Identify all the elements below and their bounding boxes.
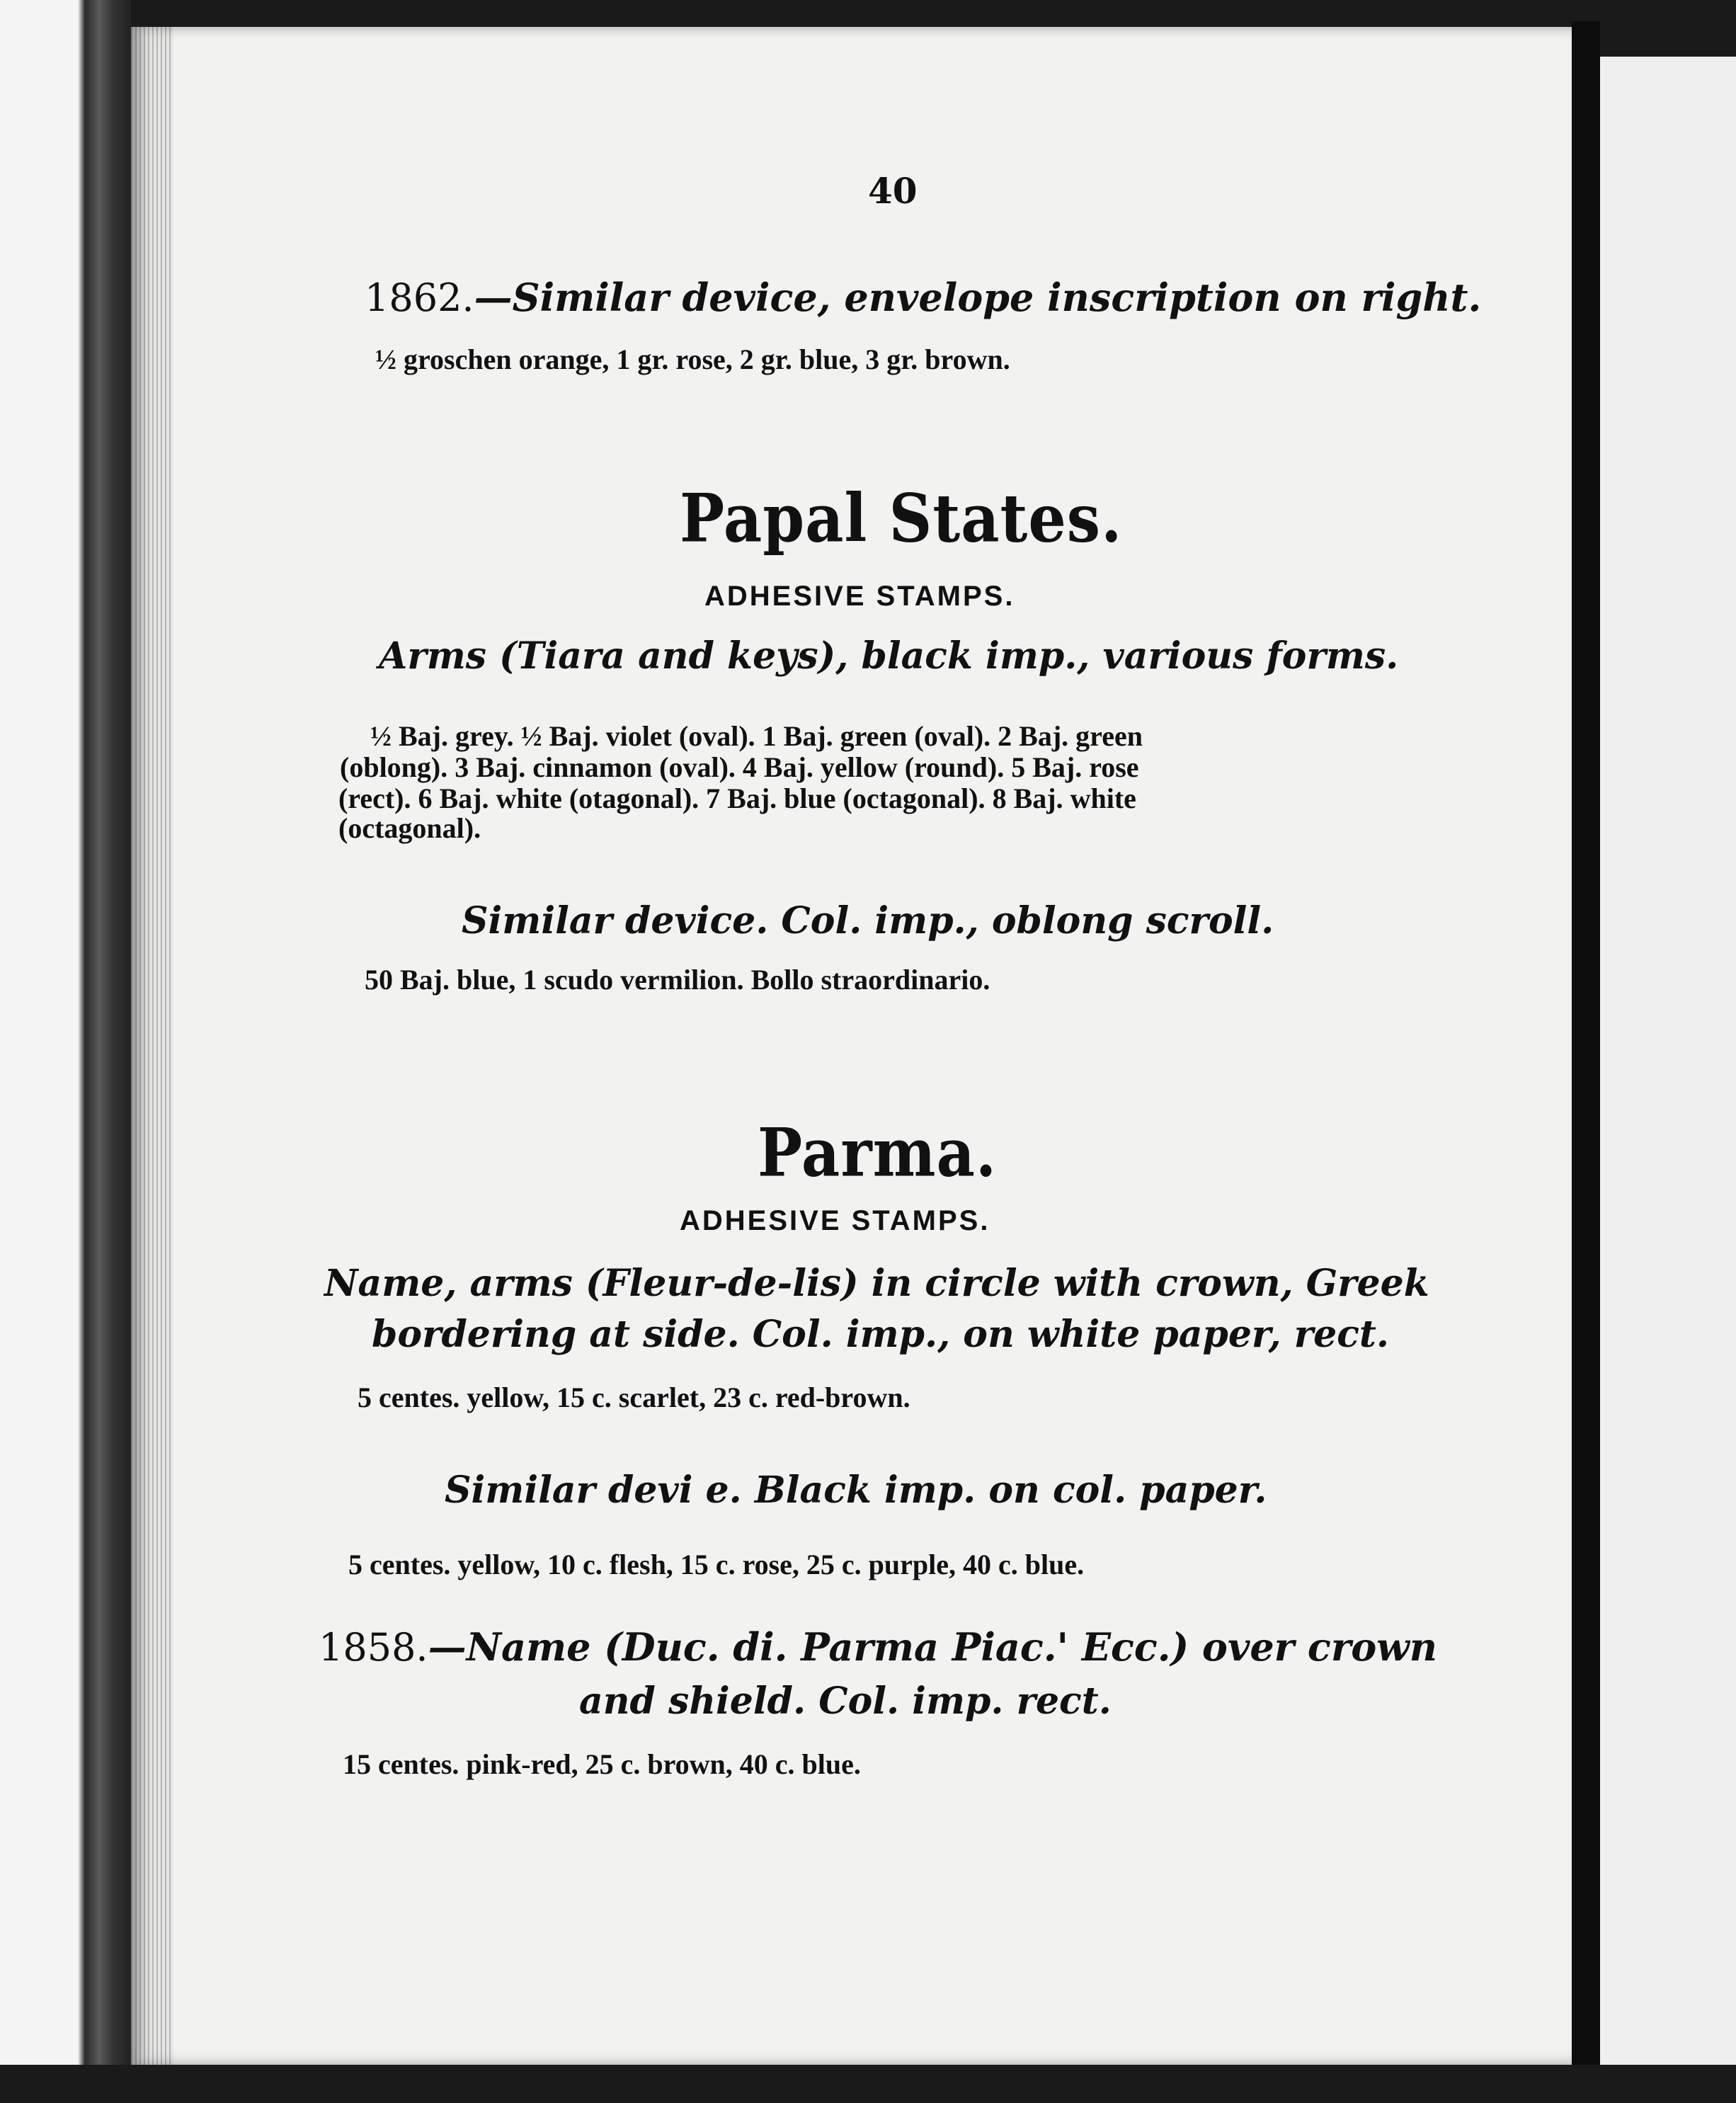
papal-arms-heading: Arms (Tiara and keys), black imp., various forms. <box>379 634 1399 678</box>
parma-name-values: 5 centes. yellow, 15 c. scarlet, 23 c. red-brown. <box>358 1381 910 1413</box>
papal-arms-line-2: (oblong). 3 Baj. cinnamon (oval). 4 Baj. yellow (round). 5 Baj. rose <box>340 751 1139 783</box>
entry-1858-year: 1858. <box>319 1625 428 1670</box>
papal-similar-values: 50 Baj. blue, 1 scudo vermilion. Bollo straordinario. <box>365 964 990 996</box>
parma-name-heading-line-2: bordering at side. Col. imp., on white paper, rect. <box>372 1313 1389 1356</box>
parma-name-heading-line-1: Name, arms (Fleur-de-lis) in circle with crown, Greek <box>324 1262 1429 1305</box>
papal-states-title: Papal States. <box>680 479 1123 557</box>
parma-similar-heading: Similar devi e. Black imp. on col. paper. <box>445 1469 1267 1512</box>
page-number: 40 <box>868 170 918 212</box>
entry-1858-values: 15 centes. pink-red, 25 c. brown, 40 c. blue. <box>343 1748 861 1780</box>
entry-1862-year: 1862. <box>365 275 474 320</box>
adjacent-page <box>1600 57 1736 2068</box>
papal-states-section: ADHESIVE STAMPS. <box>704 581 1015 612</box>
papal-arms-line-1: ½ Baj. grey. ½ Baj. violet (oval). 1 Baj. green (oval). 2 Baj. green <box>370 720 1143 752</box>
entry-1862-desc: —Similar device, envelope inscription on right. <box>474 275 1482 320</box>
parma-title: Parma. <box>758 1113 998 1192</box>
page-divider <box>1572 21 1600 2075</box>
parma-similar-values: 5 centes. yellow, 10 c. flesh, 15 c. rose, 25 c. purple, 40 c. blue. <box>348 1549 1085 1580</box>
entry-1862-heading <box>365 275 1481 320</box>
papal-similar-heading: Similar device. Col. imp., oblong scroll. <box>462 899 1274 942</box>
scan-border <box>0 2065 1736 2103</box>
book-edge <box>0 0 131 2103</box>
entry-1858-desc-line-2: and shield. Col. imp. rect. <box>579 1680 1112 1723</box>
papal-arms-line-3: (rect). 6 Baj. white (otagonal). 7 Baj. blue (octagonal). 8 Baj. white <box>338 782 1136 814</box>
entry-1862-values: ½ groschen orange, 1 gr. rose, 2 gr. blue, 3 gr. brown. <box>375 343 1010 375</box>
entry-1858-heading-line-1 <box>319 1624 1437 1670</box>
entry-1858-desc-line-1: —Name (Duc. di. Parma Piac.' Ecc.) over crown <box>428 1624 1438 1670</box>
papal-arms-line-4: (octagonal). <box>338 812 481 844</box>
parma-section: ADHESIVE STAMPS. <box>680 1205 990 1236</box>
